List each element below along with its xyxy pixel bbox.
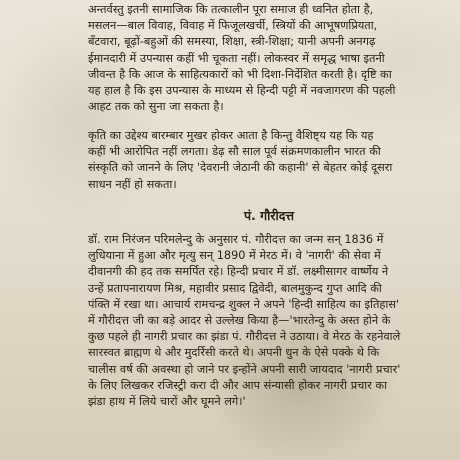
text-line: सारस्वत ब्राह्मण थे और मुदर्रिसी करते थे। अपनी धुन के ऐसे पक्के थे कि <box>88 346 380 360</box>
text-line: कहीं भी आरोपित नहीं लगता। डेढ़ सौ साल पूर्व संक्रमणकालीन भारत की <box>88 145 381 159</box>
text-line: अन्तर्वस्तु इतनी सामाजिक कि तत्कालीन पूरा समाज ही ध्वनित होता है, <box>88 3 374 16</box>
paragraph-biography <box>88 232 450 410</box>
text-line: आहट तक को सुना जा सकता है। <box>88 100 224 114</box>
text-line: के लिए लिखकर रजिस्ट्री करा दी और आप संन्यासी होकर नागरी प्रचार का <box>88 378 388 392</box>
text-line: में गौरीदत्त जी का बड़े आदर से उल्लेख किया है—'भारतेन्दु के अस्त होने के <box>88 314 391 328</box>
paragraph-social-content <box>88 2 450 115</box>
text-line: बँटवारा, बूढ़ों-बहुओं की समस्या, शिक्षा, स्त्री-शिक्षा; यानी अपनी अनगढ़ <box>88 35 376 49</box>
text-line: मसलन—बाल विवाह, विवाह में फिजूलखर्ची, स्त्रियों की आभूषणप्रियता, <box>88 19 378 33</box>
text-line: ईमानदारी में उपन्यास कहीं भी चूकता नहीं। लोकस्वर में समृद्ध भाषा इतनी <box>88 51 385 65</box>
text-line: कृति का उद्देश्य बारम्बार मुखर होकर आता है किन्तु वैशिष्ट्य यह कि यह <box>88 129 374 142</box>
text-line: झंडा हाथ में लिये चारों और घूमने लगे।' <box>88 395 246 409</box>
text-line: लुधियाना में हुआ और मृत्यु सन् 1890 में मेरठ में। वे 'नागरी' की सेवा में <box>88 249 381 263</box>
paragraph-work-purpose <box>88 128 450 193</box>
text-line: दीवानगी की हद तक समर्पित रहे। हिन्दी प्रचार में डॉ. लक्ष्मीसागर वार्ष्णेय ने <box>88 265 389 279</box>
text-line: कुछ पहले ही नागरी प्रचार का झंडा पं. गौरीदत्त ने उठाया। वे मेरठ के रहनेवाले <box>88 330 401 344</box>
text-line: उन्हें प्रतापनारायण मिश्र, महावीर प्रसाद द्विवेदी, बालमुकुन्द गुप्त आदि की <box>88 281 382 295</box>
text-line: जीवन्त है कि आज के साहित्यकारों को भी दिशा-निर्देशित करती है। दृष्टि का <box>88 67 392 81</box>
text-line: डॉ. राम निरंजन परिमलेन्दु के अनुसार पं. गौरीदत्त का जन्म सन् 1836 में <box>88 233 384 246</box>
text-line: यह हाल है कि इस उपन्यास के माध्यम से हिन्दी पट्टी में नवजागरण की पहली <box>88 84 396 98</box>
text-line: पंक्ति में रखा था। आचार्य रामचन्द्र शुक्ल ने अपने 'हिन्दी साहित्य का इतिहास' <box>88 297 400 311</box>
section-heading: पं. गौरीदत्त <box>243 208 295 223</box>
text-line: चालीस वर्ष की अवस्था हो जाने पर इन्होंने अपनी सारी जायदाद 'नागरी प्रचार' <box>88 362 401 376</box>
text-line: संस्कृति को जानने के लिए 'देवरानी जेठानी की कहानी' से बेहतर कोई दूसरा <box>88 161 393 175</box>
text-line: साधन नहीं हो सकता। <box>88 177 177 191</box>
